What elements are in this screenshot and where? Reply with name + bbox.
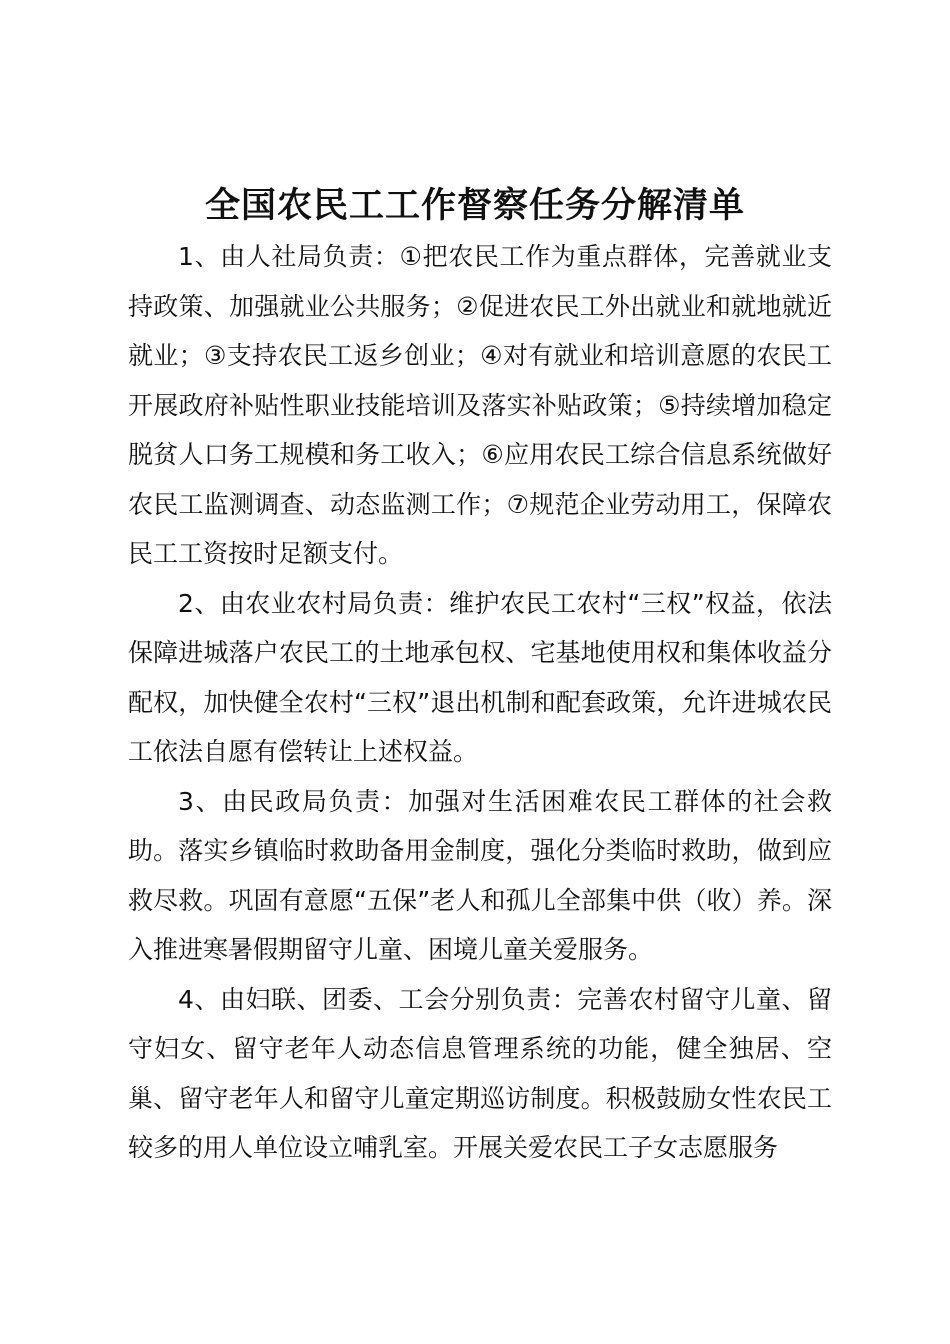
paragraph-2: 2、由农业农村局负责：维护农民工农村“三权”权益，依法保障进城落户农民工的土地承包权、宅基地使用权和集体收益分配权，加快健全农村“三权”退出机制和配套政策，允许进城农民工依法自愿有偿转让上述权益。 [128,588,832,766]
paragraph-1: 1、由人社局负责：①把农民工作为重点群体，完善就业支持政策、加强就业公共服务；②促进农民工外出就业和就地就近就业；③支持农民工返乡创业；④对有就业和培训意愿的农民工开展政府补贴性职业技能培训及落实补贴政策；⑤持续增加稳定脱贫人口务工规模和务工收入；⑥应用农民工综合信息系统做好农民工监测调查、动态监测工作；⑦规范企业劳动用工，保障农民工工资按时足额支付。 [128,242,832,568]
document-title: 全国农民工工作督察任务分解清单 [204,186,745,226]
paragraph-4: 4、由妇联、团委、工会分别负责：完善农村留守儿童、留守妇女、留守老年人动态信息管理系统的功能，健全独居、空巢、留守老年人和留守儿童定期巡访制度。积极鼓励女性农民工较多的用人单位设立哺乳室。开展关爱农民工子女志愿服务 [128,984,832,1162]
paragraph-3: 3、由民政局负责：加强对生活困难农民工群体的社会救助。落实乡镇临时救助备用金制度，强化分类临时救助，做到应救尽救。巩固有意愿“五保”老人和孤儿全部集中供（收）养。深入推进寒暑假期留守儿童、困境儿童关爱服务。 [128,786,832,964]
document-body [128,232,832,1173]
